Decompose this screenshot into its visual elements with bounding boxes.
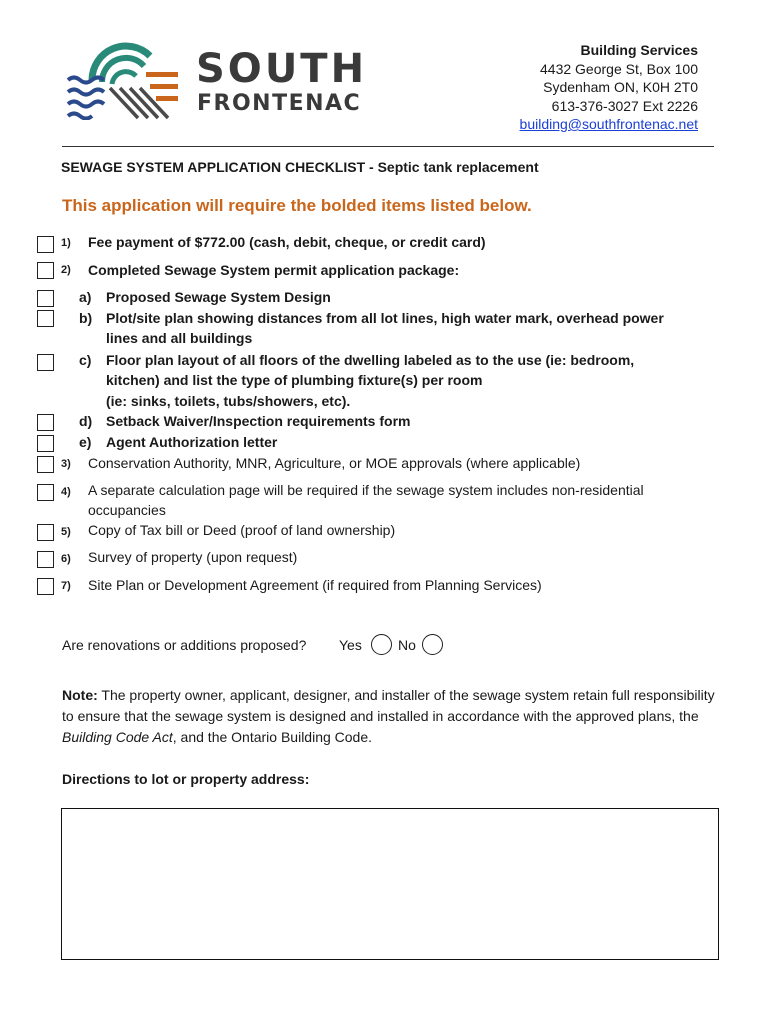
checkbox-item-2b[interactable] bbox=[37, 310, 54, 327]
item-number: 4) bbox=[61, 486, 71, 498]
item-number: 7) bbox=[61, 580, 71, 592]
item-1-text: Fee payment of $772.00 (cash, debit, cheque, or credit card) bbox=[88, 234, 486, 250]
renovation-yes-radio[interactable] bbox=[371, 634, 392, 655]
checkbox-item-2d[interactable] bbox=[37, 414, 54, 431]
item-5-text: Copy of Tax bill or Deed (proof of land ownership) bbox=[88, 522, 396, 538]
notice-text: This application will require the bolded items listed below. bbox=[62, 196, 532, 215]
renovation-yes-label: Yes bbox=[339, 637, 362, 653]
item-6-text: Survey of property (upon request) bbox=[88, 549, 298, 565]
item-2c-line1: Floor plan layout of all floors of the dwelling labeled as to the use (ie: bedroom, bbox=[106, 352, 635, 368]
item-letter: a) bbox=[79, 289, 92, 305]
directions-label: Directions to lot or property address: bbox=[62, 771, 310, 787]
contact-address1: 4432 George St, Box 100 bbox=[540, 60, 698, 77]
item-letter: e) bbox=[79, 434, 92, 450]
item-2e-text: Agent Authorization letter bbox=[106, 434, 278, 450]
item-2c-line3: (ie: sinks, toilets, tubs/showers, etc). bbox=[106, 393, 351, 409]
item-2-text: Completed Sewage System permit application package: bbox=[88, 262, 460, 278]
item-number: 5) bbox=[61, 526, 71, 538]
logo-text-south: SOUTH bbox=[196, 46, 368, 92]
contact-phone: 613-376-3027 Ext 2226 bbox=[551, 97, 698, 114]
directions-input-box[interactable] bbox=[61, 808, 719, 960]
note-label: Note: bbox=[62, 687, 98, 703]
item-letter: b) bbox=[79, 310, 93, 326]
checkbox-item-6[interactable] bbox=[37, 551, 54, 568]
item-2d-text: Setback Waiver/Inspection requirements form bbox=[106, 413, 411, 429]
checkbox-item-3[interactable] bbox=[37, 456, 54, 473]
item-3-text: Conservation Authority, MNR, Agriculture, or MOE approvals (where applicable) bbox=[88, 455, 581, 471]
checkbox-item-2a[interactable] bbox=[37, 290, 54, 307]
checkbox-item-7[interactable] bbox=[37, 578, 54, 595]
contact-address2: Sydenham ON, K0H 2T0 bbox=[543, 79, 698, 95]
checkbox-item-4[interactable] bbox=[37, 484, 54, 501]
renovation-no-label: No bbox=[398, 637, 416, 653]
note-text-after: , and the Ontario Building Code. bbox=[172, 729, 373, 745]
item-2b-line1: Plot/site plan showing distances from all lot lines, high water mark, overhead power bbox=[106, 310, 664, 326]
checkbox-item-5[interactable] bbox=[37, 524, 54, 541]
item-4-line2: occupancies bbox=[88, 502, 166, 518]
checkbox-item-1[interactable] bbox=[37, 236, 54, 253]
item-7-text: Site Plan or Development Agreement (if required from Planning Services) bbox=[88, 577, 542, 593]
checkbox-item-2[interactable] bbox=[37, 262, 54, 279]
renovation-no-radio[interactable] bbox=[422, 634, 443, 655]
item-letter: d) bbox=[79, 413, 93, 429]
item-4-line1: A separate calculation page will be required if the sewage system includes non-residential bbox=[88, 482, 644, 498]
contact-title: Building Services bbox=[580, 42, 698, 58]
contact-block bbox=[520, 41, 698, 134]
item-letter: c) bbox=[79, 352, 92, 368]
header-divider bbox=[62, 146, 714, 147]
south-frontenac-logo-icon bbox=[64, 36, 184, 120]
item-2a-text: Proposed Sewage System Design bbox=[106, 289, 331, 305]
item-number: 1) bbox=[61, 237, 71, 249]
checkbox-item-2c[interactable] bbox=[37, 354, 54, 371]
note-italic: Building Code Act bbox=[62, 729, 173, 745]
renovation-question: Are renovations or additions proposed? bbox=[62, 637, 307, 653]
item-number: 6) bbox=[61, 553, 71, 565]
item-2b-line2: lines and all buildings bbox=[106, 330, 253, 346]
logo-text-frontenac: FRONTENAC bbox=[197, 91, 362, 116]
item-number: 2) bbox=[61, 264, 71, 276]
checkbox-item-2e[interactable] bbox=[37, 435, 54, 452]
note-text-before: The property owner, applicant, designer, and installer of the sewage system retain full responsibility to ensure that the sewage system is designed and installed in accordance with the approved plans, the bbox=[62, 687, 715, 724]
item-number: 3) bbox=[61, 458, 71, 470]
contact-email-link[interactable]: building@southfrontenac.net bbox=[519, 116, 698, 132]
note-paragraph bbox=[62, 685, 722, 748]
item-2c-line2: kitchen) and list the type of plumbing fixture(s) per room bbox=[106, 372, 483, 388]
checklist-title: SEWAGE SYSTEM APPLICATION CHECKLIST - Septic tank replacement bbox=[61, 159, 539, 175]
